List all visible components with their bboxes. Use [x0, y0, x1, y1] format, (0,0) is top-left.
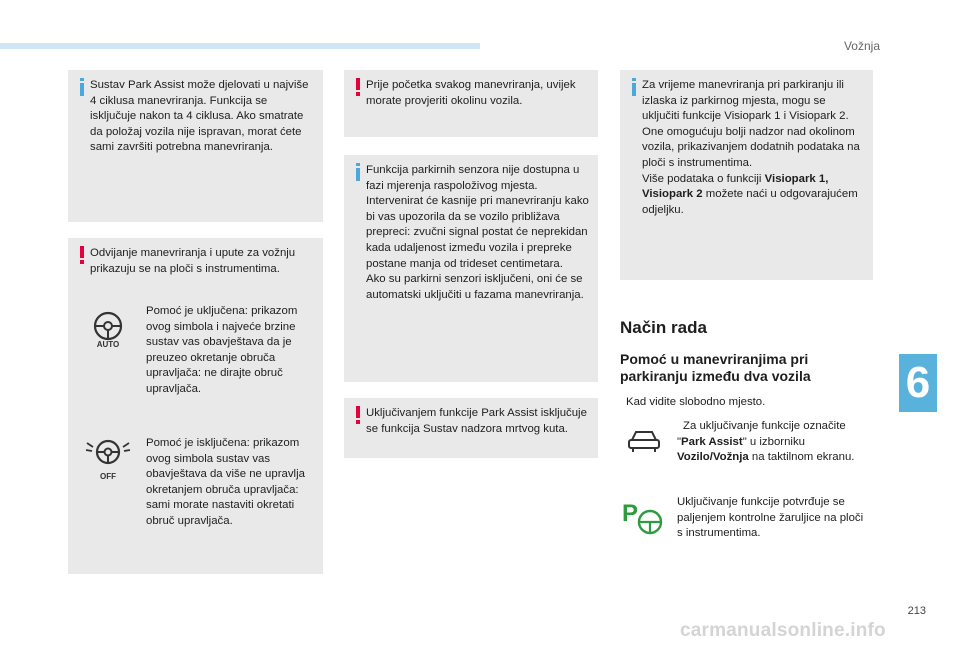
warning-text: Uključivanjem funkcije Park Assist isključuje se funkcija Sustav nadzora mrtvog kuta.	[366, 407, 587, 435]
info-icon	[352, 163, 364, 181]
step-2-pre: Za uključivanje funkcije označite "	[677, 420, 846, 448]
assist-off-text: Pomoć je isključena: prikazom ovog simbola sustav vas obavještava da više ne upravlja okretanjem obruča upravljača: sami morate nastaviti okretati obruč upravljača.	[146, 437, 305, 527]
section-title: Način rada	[620, 318, 707, 337]
info-text: Sustav Park Assist može djelovati u najviše 4 ciklusa manevriranja. Funkcija se isključuje nakon ta 4 ciklusa. Ako smatrate da položaj vozila nije ispravan, morat ćete sami završiti potrebna manevriranja.	[90, 79, 309, 154]
info-icon	[628, 78, 640, 96]
subsection-title: Pomoć u manevriranjima pri parkiranju između dva vozila	[620, 351, 811, 384]
park-assist-indicator-icon	[622, 502, 664, 536]
info-text-block	[642, 78, 865, 218]
visiopark-text-1: Za vrijeme manevriranja pri parkiranju ili izlaska iz parkirnog mjesta, mogu se uključiti funkcije Visiopark 1 i Visiopark 2. One omogućuju bolji nadzor nad okolinom vozila, prikazivanjem dodatnih podataka na ploči s instrumentima.	[642, 79, 860, 169]
warning-box-instrument-display	[68, 238, 323, 574]
off-icon-label: OFF	[100, 472, 116, 481]
visiopark-text-2-post: možete naći u odgovarajućem odjeljku.	[642, 188, 858, 216]
warning-icon	[352, 78, 364, 96]
info-icon	[76, 78, 88, 96]
visiopark-text-2-bold: Visiopark 1, Visiopark 2	[642, 172, 829, 201]
info-box-visiopark	[620, 70, 873, 280]
step-2-bold-2: Vozilo/Vožnja	[677, 451, 749, 464]
chapter-tab: 6	[899, 354, 937, 412]
step-1-text: Kad vidite slobodno mjesto.	[626, 396, 766, 408]
step-1	[620, 395, 870, 411]
page-number: 213	[907, 605, 926, 617]
sensor-text-2: Ako su parkirni senzori isključeni, oni će se automatski uključiti u fazama manevriranja.	[366, 273, 584, 301]
warning-icon	[76, 246, 88, 264]
info-box-park-assist-cycles	[68, 70, 323, 222]
steering-wheel-green-icon	[636, 508, 664, 536]
visiopark-text-2-pre: Više podataka o funkciji	[642, 172, 765, 185]
auto-icon-label: AUTO	[96, 340, 120, 349]
step-2-mid: " u izborniku	[742, 435, 805, 448]
watermark: carmanualsonline.info	[680, 620, 886, 641]
warning-box-check-surroundings	[344, 70, 598, 137]
parking-car-icon	[626, 426, 662, 454]
header-accent-bar	[0, 43, 480, 49]
step-2	[677, 419, 873, 466]
visiopark-text-2	[642, 172, 865, 219]
confirm-text: Uključivanje funkcije potvrđuje se paljenjem kontrolne žaruljice na ploči s instrumentima.	[677, 496, 864, 540]
info-text-block	[366, 163, 590, 303]
warning-box-blind-spot	[344, 398, 598, 458]
parking-letter: P	[622, 500, 639, 527]
step-2-bold-1: Park Assist	[681, 435, 743, 448]
step-2-post: na taktilnom ekranu.	[748, 451, 855, 464]
sensor-text-1: Funkcija parkirnih senzora nije dostupna u fazi mjerenja raspoloživog mjesta. Intervenirat će kasnije pri manevriranju kako bi vas upozorila da se vozilo približava prepreci: zvučni signal postat će neprekidan kada udaljenost između vozila i prepreke postane manja od trideset centimetara.	[366, 164, 589, 270]
steering-wheel-off-icon	[84, 434, 132, 474]
warning-text: Prije početka svakog manevriranja, uvijek morate provjeriti okolinu vozila.	[366, 79, 576, 107]
section-header-title: Vožnja	[843, 39, 880, 53]
info-box-parking-sensors	[344, 155, 598, 382]
assist-on-text: Pomoć je uključena: prikazom ovog simbola i najveće brzine sustav vas obavještava da je preuzeo okretanje obruča upravljača: ne dirajte obruč upravljača.	[146, 305, 298, 395]
warning-intro-text: Odvijanje manevriranja i upute za vožnju prikazuju se na ploči s instrumentima.	[90, 247, 296, 275]
warning-icon	[352, 406, 364, 424]
